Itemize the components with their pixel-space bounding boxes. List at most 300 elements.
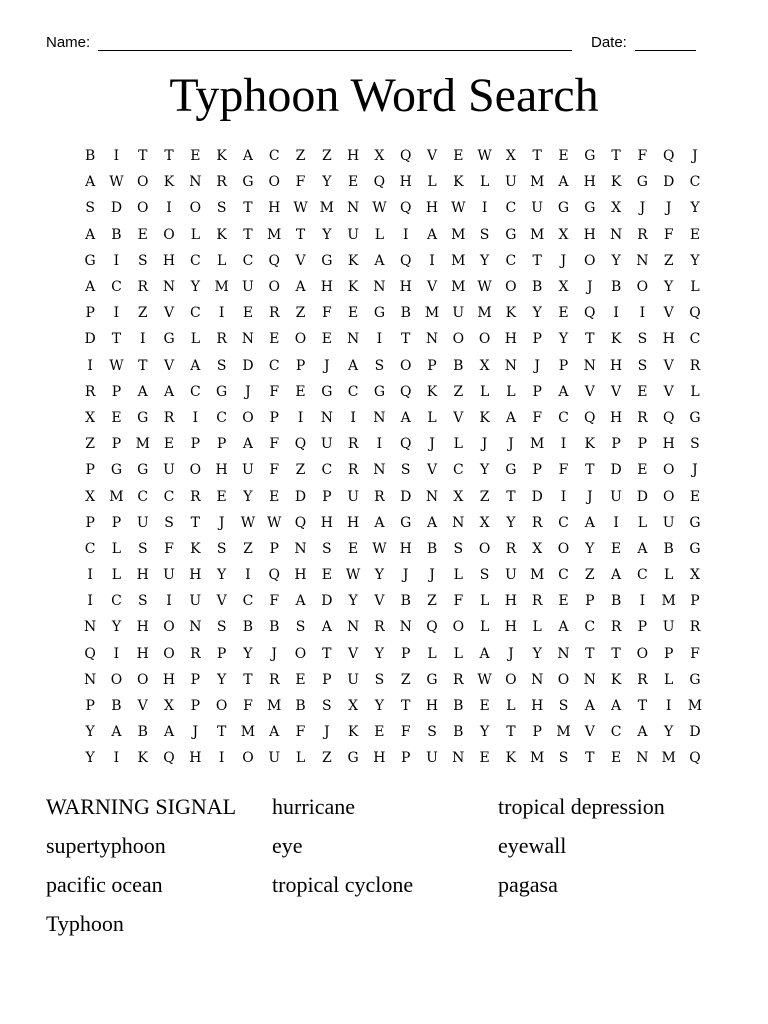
grid-letter[interactable]: G	[110, 462, 123, 479]
grid-letter[interactable]: O	[662, 462, 675, 479]
grid-letter[interactable]: D	[321, 593, 333, 610]
grid-letter[interactable]: Z	[295, 462, 306, 479]
grid-letter[interactable]: V	[426, 462, 438, 479]
grid-letter[interactable]: K	[426, 383, 438, 400]
grid-letter[interactable]: U	[531, 200, 544, 217]
grid-letter[interactable]: S	[558, 750, 569, 767]
grid-letter[interactable]: K	[163, 174, 175, 191]
grid-letter[interactable]: G	[242, 174, 254, 191]
grid-letter[interactable]: N	[346, 200, 360, 217]
grid-letter[interactable]: Y	[532, 645, 542, 662]
grid-letter[interactable]: V	[663, 357, 674, 374]
grid-letter[interactable]: M	[530, 226, 545, 243]
grid-letter[interactable]: T	[401, 698, 411, 715]
grid-letter[interactable]: R	[374, 619, 385, 636]
grid-letter[interactable]: H	[399, 174, 412, 191]
grid-letter[interactable]: N	[504, 357, 518, 374]
grid-letter[interactable]: E	[610, 540, 622, 557]
grid-letter[interactable]: N	[162, 279, 176, 296]
grid-letter[interactable]: Z	[295, 305, 306, 322]
grid-letter[interactable]: U	[347, 226, 360, 243]
grid-letter[interactable]: T	[138, 357, 148, 374]
grid-letter[interactable]: D	[84, 331, 96, 348]
grid-letter[interactable]: A	[637, 724, 648, 741]
grid-letter[interactable]: K	[347, 724, 359, 741]
grid-letter[interactable]: S	[637, 331, 648, 348]
grid-letter[interactable]: J	[481, 436, 488, 453]
grid-letter[interactable]: H	[583, 174, 596, 191]
grid-letter[interactable]: H	[347, 514, 360, 531]
grid-letter[interactable]: Y	[532, 305, 542, 322]
grid-letter[interactable]: A	[85, 226, 96, 243]
grid-letter[interactable]: O	[294, 645, 307, 662]
grid-letter[interactable]: N	[452, 514, 465, 531]
grid-letter[interactable]: E	[163, 436, 175, 453]
grid-letter[interactable]: I	[113, 252, 120, 269]
grid-letter[interactable]: L	[453, 436, 463, 453]
grid-letter[interactable]: C	[242, 593, 254, 610]
grid-letter[interactable]: P	[558, 357, 569, 374]
grid-letter[interactable]: N	[425, 331, 439, 348]
grid-letter[interactable]: J	[692, 148, 698, 165]
grid-letter[interactable]: E	[216, 488, 227, 505]
grid-letter[interactable]: L	[453, 645, 463, 662]
grid-letter[interactable]: Z	[663, 252, 674, 269]
grid-letter[interactable]: Q	[399, 436, 412, 453]
grid-letter[interactable]: G	[636, 174, 648, 191]
grid-letter[interactable]: Q	[399, 148, 412, 165]
grid-letter[interactable]: P	[585, 593, 595, 610]
grid-letter[interactable]: F	[690, 645, 700, 662]
grid-letter[interactable]: I	[166, 593, 172, 610]
grid-letter[interactable]: X	[611, 200, 622, 217]
grid-letter[interactable]: R	[190, 488, 201, 505]
grid-letter[interactable]: A	[400, 409, 411, 426]
grid-letter[interactable]: S	[479, 226, 490, 243]
grid-letter[interactable]: W	[293, 200, 308, 217]
grid-letter[interactable]: R	[531, 593, 543, 610]
grid-letter[interactable]: R	[637, 226, 648, 243]
grid-letter[interactable]: E	[479, 750, 490, 767]
grid-letter[interactable]: Y	[348, 593, 358, 610]
grid-letter[interactable]: R	[610, 619, 622, 636]
grid-letter[interactable]: U	[347, 488, 360, 505]
grid-letter[interactable]: B	[400, 305, 411, 322]
grid-letter[interactable]: M	[687, 698, 703, 715]
grid-letter[interactable]: O	[163, 226, 175, 243]
grid-letter[interactable]: O	[584, 252, 596, 269]
grid-letter[interactable]: G	[505, 462, 517, 479]
grid-letter[interactable]: C	[268, 357, 280, 374]
grid-letter[interactable]: P	[190, 671, 201, 688]
grid-letter[interactable]: I	[87, 593, 93, 610]
grid-letter[interactable]: H	[162, 252, 176, 269]
grid-letter[interactable]: Q	[163, 750, 175, 767]
grid-letter[interactable]: Q	[399, 383, 412, 400]
grid-letter[interactable]: S	[427, 724, 437, 741]
grid-letter[interactable]: Z	[584, 567, 595, 584]
grid-letter[interactable]: V	[137, 698, 148, 715]
grid-letter[interactable]: T	[585, 462, 595, 479]
grid-letter[interactable]: P	[401, 645, 411, 662]
grid-letter[interactable]: B	[269, 619, 280, 636]
grid-letter[interactable]: B	[137, 724, 148, 741]
grid-letter[interactable]: L	[190, 331, 200, 348]
grid-letter[interactable]: W	[477, 279, 492, 296]
grid-letter[interactable]: O	[137, 200, 149, 217]
grid-letter[interactable]: E	[453, 148, 464, 165]
grid-letter[interactable]: M	[319, 200, 334, 217]
grid-letter[interactable]: H	[504, 593, 517, 610]
grid-letter[interactable]: R	[637, 409, 648, 426]
grid-letter[interactable]: M	[451, 252, 466, 269]
grid-letter[interactable]: A	[479, 645, 490, 662]
grid-letter[interactable]: H	[162, 671, 176, 688]
grid-letter[interactable]: C	[163, 488, 175, 505]
grid-letter[interactable]: U	[452, 305, 465, 322]
grid-letter[interactable]: P	[427, 357, 437, 374]
grid-letter[interactable]: P	[637, 619, 648, 636]
grid-letter[interactable]: S	[137, 540, 148, 557]
grid-letter[interactable]: R	[216, 331, 227, 348]
grid-letter[interactable]: D	[294, 488, 307, 505]
grid-letter[interactable]: P	[111, 383, 122, 400]
grid-letter[interactable]: S	[400, 462, 411, 479]
grid-letter[interactable]: E	[269, 488, 280, 505]
grid-letter[interactable]: E	[558, 148, 569, 165]
grid-letter[interactable]: W	[345, 567, 361, 584]
grid-letter[interactable]: R	[689, 357, 701, 374]
grid-letter[interactable]: V	[426, 279, 438, 296]
grid-letter[interactable]: Y	[217, 567, 227, 584]
grid-letter[interactable]: O	[268, 174, 280, 191]
grid-letter[interactable]: B	[610, 279, 622, 296]
grid-letter[interactable]: Y	[217, 671, 227, 688]
grid-letter[interactable]: V	[584, 724, 595, 741]
grid-letter[interactable]: B	[453, 357, 464, 374]
grid-letter[interactable]: O	[452, 331, 465, 348]
grid-letter[interactable]: F	[243, 698, 253, 715]
grid-letter[interactable]: M	[240, 724, 256, 741]
grid-letter[interactable]: O	[110, 671, 123, 688]
grid-letter[interactable]: H	[504, 331, 517, 348]
grid-letter[interactable]: O	[137, 671, 149, 688]
grid-letter[interactable]: F	[558, 462, 569, 479]
grid-letter[interactable]: Q	[584, 409, 596, 426]
grid-letter[interactable]: A	[558, 383, 569, 400]
grid-letter[interactable]: L	[190, 226, 200, 243]
grid-letter[interactable]: G	[137, 409, 149, 426]
grid-letter[interactable]: B	[426, 540, 438, 557]
grid-letter[interactable]: I	[218, 305, 225, 322]
grid-letter[interactable]: P	[532, 383, 542, 400]
grid-letter[interactable]: B	[111, 226, 122, 243]
grid-letter[interactable]: X	[479, 357, 490, 374]
grid-letter[interactable]: N	[373, 462, 386, 479]
grid-letter[interactable]: A	[611, 698, 622, 715]
grid-letter[interactable]: K	[584, 436, 596, 453]
grid-letter[interactable]: D	[610, 462, 622, 479]
grid-letter[interactable]: A	[558, 619, 569, 636]
grid-letter[interactable]: N	[373, 279, 386, 296]
grid-letter[interactable]: A	[163, 383, 175, 400]
grid-letter[interactable]: G	[347, 750, 359, 767]
grid-letter[interactable]: F	[295, 174, 306, 191]
grid-letter[interactable]: T	[506, 724, 516, 741]
grid-letter[interactable]: R	[163, 409, 175, 426]
grid-letter[interactable]: A	[637, 540, 648, 557]
grid-letter[interactable]: Y	[479, 462, 490, 479]
grid-letter[interactable]: I	[113, 645, 120, 662]
grid-letter[interactable]: C	[610, 724, 622, 741]
grid-letter[interactable]: S	[453, 540, 464, 557]
grid-letter[interactable]: G	[84, 252, 96, 269]
grid-letter[interactable]: Q	[399, 200, 412, 217]
grid-letter[interactable]: N	[189, 174, 202, 191]
grid-letter[interactable]: P	[269, 409, 279, 426]
grid-letter[interactable]: B	[85, 148, 96, 165]
grid-letter[interactable]: T	[111, 331, 122, 348]
grid-letter[interactable]: K	[610, 331, 622, 348]
grid-letter[interactable]: H	[583, 226, 596, 243]
grid-letter[interactable]: B	[242, 619, 254, 636]
grid-letter[interactable]: O	[268, 279, 280, 296]
grid-letter[interactable]: I	[402, 226, 409, 243]
grid-letter[interactable]: T	[611, 148, 621, 165]
grid-letter[interactable]: I	[245, 567, 251, 584]
grid-letter[interactable]: M	[477, 305, 492, 322]
grid-letter[interactable]: J	[429, 567, 435, 584]
grid-letter[interactable]: H	[347, 148, 360, 165]
grid-letter[interactable]: Y	[690, 200, 700, 217]
grid-letter[interactable]: I	[87, 567, 93, 584]
grid-letter[interactable]: N	[425, 488, 439, 505]
grid-letter[interactable]: A	[190, 357, 201, 374]
grid-letter[interactable]: T	[216, 724, 227, 741]
grid-letter[interactable]: U	[662, 514, 675, 531]
grid-letter[interactable]: P	[85, 462, 95, 479]
grid-letter[interactable]: H	[531, 698, 544, 715]
grid-letter[interactable]: A	[242, 148, 253, 165]
grid-letter[interactable]: Z	[453, 383, 464, 400]
grid-letter[interactable]: P	[690, 593, 700, 610]
grid-letter[interactable]: A	[85, 279, 96, 296]
grid-letter[interactable]: O	[189, 462, 202, 479]
grid-letter[interactable]: B	[453, 724, 464, 741]
grid-letter[interactable]: D	[242, 357, 254, 374]
grid-letter[interactable]: N	[557, 645, 570, 662]
grid-letter[interactable]: F	[269, 383, 280, 400]
grid-letter[interactable]: A	[611, 567, 622, 584]
grid-letter[interactable]: O	[399, 357, 412, 374]
grid-letter[interactable]: M	[451, 279, 466, 296]
grid-letter[interactable]: F	[269, 436, 280, 453]
grid-letter[interactable]: C	[689, 331, 701, 348]
grid-letter[interactable]: P	[190, 698, 201, 715]
grid-letter[interactable]: N	[636, 252, 649, 269]
grid-letter[interactable]: J	[245, 383, 251, 400]
grid-letter[interactable]: N	[583, 357, 596, 374]
grid-letter[interactable]: V	[295, 252, 306, 269]
grid-letter[interactable]: H	[504, 619, 517, 636]
grid-letter[interactable]: B	[295, 698, 306, 715]
grid-letter[interactable]: B	[400, 593, 411, 610]
grid-letter[interactable]: P	[637, 436, 648, 453]
grid-letter[interactable]: N	[452, 750, 465, 767]
grid-letter[interactable]: N	[399, 619, 412, 636]
grid-letter[interactable]: L	[479, 174, 490, 191]
grid-letter[interactable]: A	[163, 724, 175, 741]
grid-letter[interactable]: I	[665, 698, 672, 715]
grid-letter[interactable]: S	[216, 540, 227, 557]
grid-letter[interactable]: J	[402, 567, 409, 584]
grid-letter[interactable]: I	[113, 750, 120, 767]
grid-letter[interactable]: A	[242, 436, 253, 453]
grid-letter[interactable]: R	[137, 279, 149, 296]
grid-letter[interactable]: N	[84, 619, 97, 636]
grid-letter[interactable]: Z	[85, 436, 96, 453]
grid-letter[interactable]: G	[426, 671, 438, 688]
grid-letter[interactable]: I	[613, 514, 619, 531]
grid-letter[interactable]: K	[347, 252, 359, 269]
grid-letter[interactable]: A	[85, 174, 96, 191]
grid-letter[interactable]: A	[505, 409, 516, 426]
grid-letter[interactable]: Z	[137, 305, 148, 322]
grid-letter[interactable]: T	[243, 671, 253, 688]
grid-letter[interactable]: N	[609, 226, 623, 243]
grid-letter[interactable]: I	[113, 148, 120, 165]
grid-letter[interactable]: N	[346, 331, 360, 348]
grid-letter[interactable]: P	[532, 462, 542, 479]
grid-letter[interactable]: H	[609, 357, 623, 374]
grid-letter[interactable]: R	[190, 645, 201, 662]
grid-letter[interactable]: C	[347, 383, 359, 400]
grid-letter[interactable]: I	[218, 750, 225, 767]
grid-letter[interactable]: A	[137, 383, 148, 400]
grid-letter[interactable]: P	[111, 514, 122, 531]
grid-letter[interactable]: O	[163, 619, 175, 636]
grid-letter[interactable]: Q	[662, 148, 675, 165]
grid-letter[interactable]: A	[111, 724, 122, 741]
grid-letter[interactable]: K	[190, 540, 201, 557]
grid-letter[interactable]: G	[689, 540, 701, 557]
grid-letter[interactable]: W	[477, 148, 492, 165]
grid-letter[interactable]: P	[85, 514, 95, 531]
grid-letter[interactable]: Y	[190, 279, 200, 296]
grid-letter[interactable]: I	[192, 409, 199, 426]
grid-letter[interactable]: C	[637, 567, 648, 584]
grid-letter[interactable]: M	[267, 226, 282, 243]
grid-letter[interactable]: O	[505, 279, 517, 296]
grid-letter[interactable]: L	[690, 279, 700, 296]
grid-letter[interactable]: K	[216, 148, 227, 165]
grid-letter[interactable]: D	[636, 488, 648, 505]
grid-letter[interactable]: B	[610, 593, 622, 610]
grid-letter[interactable]: R	[347, 462, 359, 479]
grid-letter[interactable]: U	[163, 567, 175, 584]
grid-letter[interactable]: I	[481, 200, 488, 217]
grid-letter[interactable]: M	[530, 750, 545, 767]
grid-letter[interactable]: P	[269, 540, 279, 557]
grid-letter[interactable]: Q	[268, 252, 280, 269]
grid-letter[interactable]: P	[85, 698, 95, 715]
grid-letter[interactable]: M	[530, 174, 545, 191]
grid-letter[interactable]: P	[85, 305, 95, 322]
grid-letter[interactable]: O	[242, 409, 254, 426]
grid-letter[interactable]: E	[348, 174, 359, 191]
grid-letter[interactable]: E	[374, 724, 385, 741]
grid-letter[interactable]: J	[324, 357, 330, 374]
grid-letter[interactable]: T	[637, 698, 648, 715]
grid-letter[interactable]: X	[558, 226, 569, 243]
grid-letter[interactable]: H	[294, 567, 307, 584]
grid-letter[interactable]: U	[136, 514, 149, 531]
grid-letter[interactable]: L	[111, 540, 122, 557]
grid-letter[interactable]: A	[269, 724, 280, 741]
grid-letter[interactable]: N	[346, 619, 360, 636]
grid-letter[interactable]: C	[268, 148, 280, 165]
grid-letter[interactable]: P	[295, 357, 306, 374]
grid-letter[interactable]: I	[113, 305, 120, 322]
grid-letter[interactable]: E	[610, 750, 622, 767]
grid-letter[interactable]: C	[452, 462, 464, 479]
grid-letter[interactable]: V	[374, 593, 385, 610]
grid-letter[interactable]: Y	[374, 567, 385, 584]
grid-letter[interactable]: G	[584, 148, 596, 165]
grid-letter[interactable]: M	[135, 436, 150, 453]
grid-letter[interactable]: V	[611, 383, 622, 400]
grid-letter[interactable]: W	[451, 200, 466, 217]
grid-letter[interactable]: G	[689, 409, 701, 426]
grid-letter[interactable]: Y	[664, 724, 674, 741]
grid-letter[interactable]: M	[267, 698, 282, 715]
grid-letter[interactable]: Q	[268, 567, 280, 584]
grid-letter[interactable]: X	[453, 488, 464, 505]
grid-letter[interactable]: J	[586, 488, 593, 505]
grid-letter[interactable]: S	[322, 540, 332, 557]
grid-letter[interactable]: E	[269, 331, 280, 348]
grid-letter[interactable]: F	[269, 593, 280, 610]
grid-letter[interactable]: U	[610, 488, 622, 505]
grid-letter[interactable]: O	[189, 200, 202, 217]
grid-letter[interactable]: A	[426, 514, 438, 531]
grid-letter[interactable]: C	[84, 540, 96, 557]
grid-letter[interactable]: E	[295, 383, 306, 400]
grid-letter[interactable]: J	[271, 645, 278, 662]
grid-letter[interactable]: I	[87, 357, 93, 374]
grid-letter[interactable]: H	[189, 750, 202, 767]
grid-letter[interactable]: T	[532, 252, 542, 269]
grid-letter[interactable]: H	[662, 331, 675, 348]
grid-letter[interactable]: L	[506, 698, 516, 715]
grid-letter[interactable]: G	[321, 383, 333, 400]
grid-letter[interactable]: Q	[84, 645, 96, 662]
grid-letter[interactable]: Y	[611, 252, 621, 269]
grid-letter[interactable]: O	[636, 645, 649, 662]
grid-letter[interactable]: W	[240, 514, 256, 531]
grid-letter[interactable]: B	[453, 698, 464, 715]
grid-letter[interactable]: P	[401, 750, 411, 767]
grid-letter[interactable]: L	[664, 671, 674, 688]
grid-letter[interactable]: V	[163, 357, 175, 374]
grid-letter[interactable]: X	[164, 698, 175, 715]
grid-letter[interactable]: W	[372, 200, 387, 217]
grid-letter[interactable]: C	[584, 619, 596, 636]
grid-letter[interactable]: P	[322, 671, 332, 688]
grid-letter[interactable]: Y	[506, 514, 516, 531]
grid-letter[interactable]: Z	[243, 540, 253, 557]
grid-letter[interactable]: J	[192, 724, 199, 741]
